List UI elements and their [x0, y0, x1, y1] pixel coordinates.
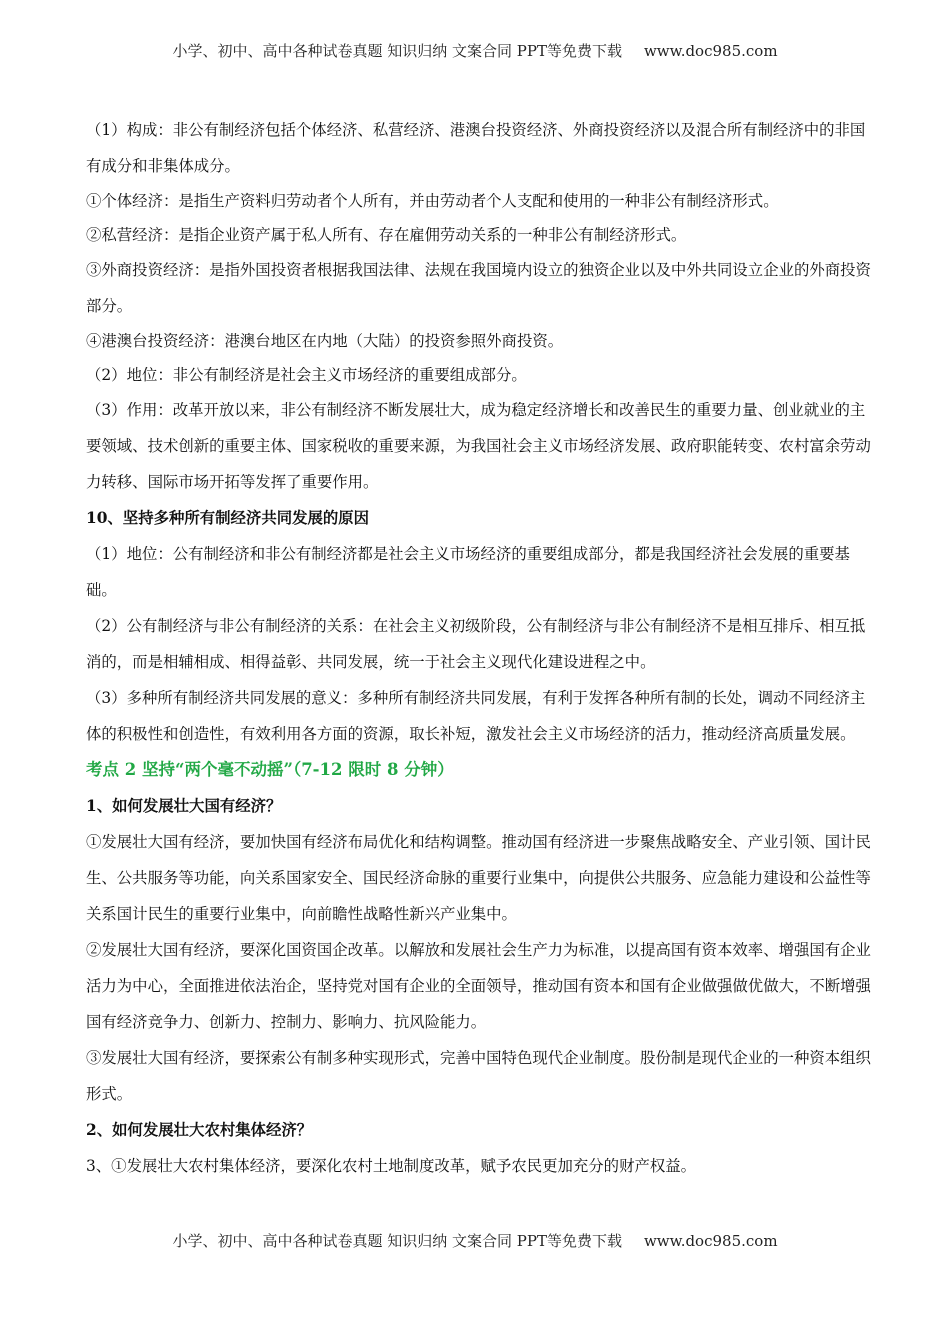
paragraph-private-economy: ②私营经济：是指企业资产属于私人所有、存在雇佣劳动关系的一种非公有制经济形式。: [86, 226, 687, 244]
paragraph-state-enterprise-reform: ②发展壮大国有经济，要深化国资国企改革。以解放和发展社会生产力为标准，以提高国有资本效率、增强国有企业活力为中心，全面推进依法治企，坚持党对国有企业的全面领导，推动国有资本和国有企业做强做优做大，不断增强国有经济竞争力、创新力、控制力、影响力、抗风险能力。: [86, 941, 871, 1031]
topic-heading-2: 考点 2 坚持“两个毫不动摇”（7-12 限时 8 分钟）: [86, 760, 454, 779]
paragraph-role: （3）作用：改革开放以来，非公有制经济不断发展壮大，成为稳定经济增长和改善民生的重要力量、创业就业的主要领域、技术创新的重要主体、国家税收的重要来源，为我国社会主义市场经济发展、政府职能转变、农村富余劳动力转移、国际市场开拓等发挥了重要作用。: [86, 401, 871, 491]
paragraph-state-economy-layout: ①发展壮大国有经济，要加快国有经济布局优化和结构调整。推动国有经济进一步聚焦战略安全、产业引领、国计民生、公共服务等功能，向关系国家安全、国民经济命脉的重要行业集中，向提供公共服务、应急能力建设和公益性等关系国计民生的重要行业集中，向前瞻性战略性新兴产业集中。: [86, 833, 871, 923]
paragraph-significance: （3）多种所有制经济共同发展的意义：多种所有制经济共同发展，有利于发挥各种所有制的长处，调动不同经济主体的积极性和创造性，有效利用各方面的资源，取长补短，激发社会主义市场经济的活力，推动经济高质量发展。: [86, 689, 866, 743]
question-heading-2: 2、如何发展壮大农村集体经济？: [86, 1121, 313, 1139]
footer-url[interactable]: www.doc985.com: [643, 1232, 778, 1250]
paragraph-relationship: （2）公有制经济与非公有制经济的关系：在社会主义初级阶段，公有制经济与非公有制经济不是相互排斥、相互抵消的，而是相辅相成、相得益彰、共同发展，统一于社会主义现代化建设进程之中。: [86, 617, 866, 671]
header-text: 小学、初中、高中各种试卷真题 知识归纳 文案合同 PPT等免费下载: [172, 42, 622, 60]
footer-text: 小学、初中、高中各种试卷真题 知识归纳 文案合同 PPT等免费下载: [172, 1232, 622, 1250]
question-heading-1: 1、如何发展壮大国有经济？: [86, 797, 282, 815]
page-footer: [0, 1230, 950, 1251]
paragraph-reason-status: （1）地位：公有制经济和非公有制经济都是社会主义市场经济的重要组成部分，都是我国经济社会发展的重要基础。: [86, 545, 850, 599]
paragraph-composition: （1）构成：非公有制经济包括个体经济、私营经济、港澳台投资经济、外商投资经济以及混合所有制经济中的非国有成分和非集体成分。: [86, 121, 866, 175]
paragraph-foreign-investment: ③外商投资经济：是指外国投资者根据我国法律、法规在我国境内设立的独资企业以及中外共同设立企业的外商投资部分。: [86, 261, 871, 315]
section-heading-10: 10、坚持多种所有制经济共同发展的原因: [86, 509, 370, 527]
header-url[interactable]: www.doc985.com: [643, 42, 778, 60]
paragraph-status: （2）地位：非公有制经济是社会主义市场经济的重要组成部分。: [86, 366, 527, 384]
paragraph-individual-economy: ①个体经济：是指生产资料归劳动者个人所有，并由劳动者个人支配和使用的一种非公有制经济形式。: [86, 192, 779, 210]
paragraph-hk-macau-taiwan: ④港澳台投资经济：港澳台地区在内地（大陆）的投资参照外商投资。: [86, 332, 564, 350]
document-body: [86, 112, 876, 1184]
paragraph-public-ownership-forms: ③发展壮大国有经济，要探索公有制多种实现形式，完善中国特色现代企业制度。股份制是现代企业的一种资本组织形式。: [86, 1049, 871, 1103]
page-header: [0, 40, 950, 61]
paragraph-rural-land-reform: 3、①发展壮大农村集体经济，要深化农村土地制度改革，赋予农民更加充分的财产权益。: [86, 1157, 697, 1175]
